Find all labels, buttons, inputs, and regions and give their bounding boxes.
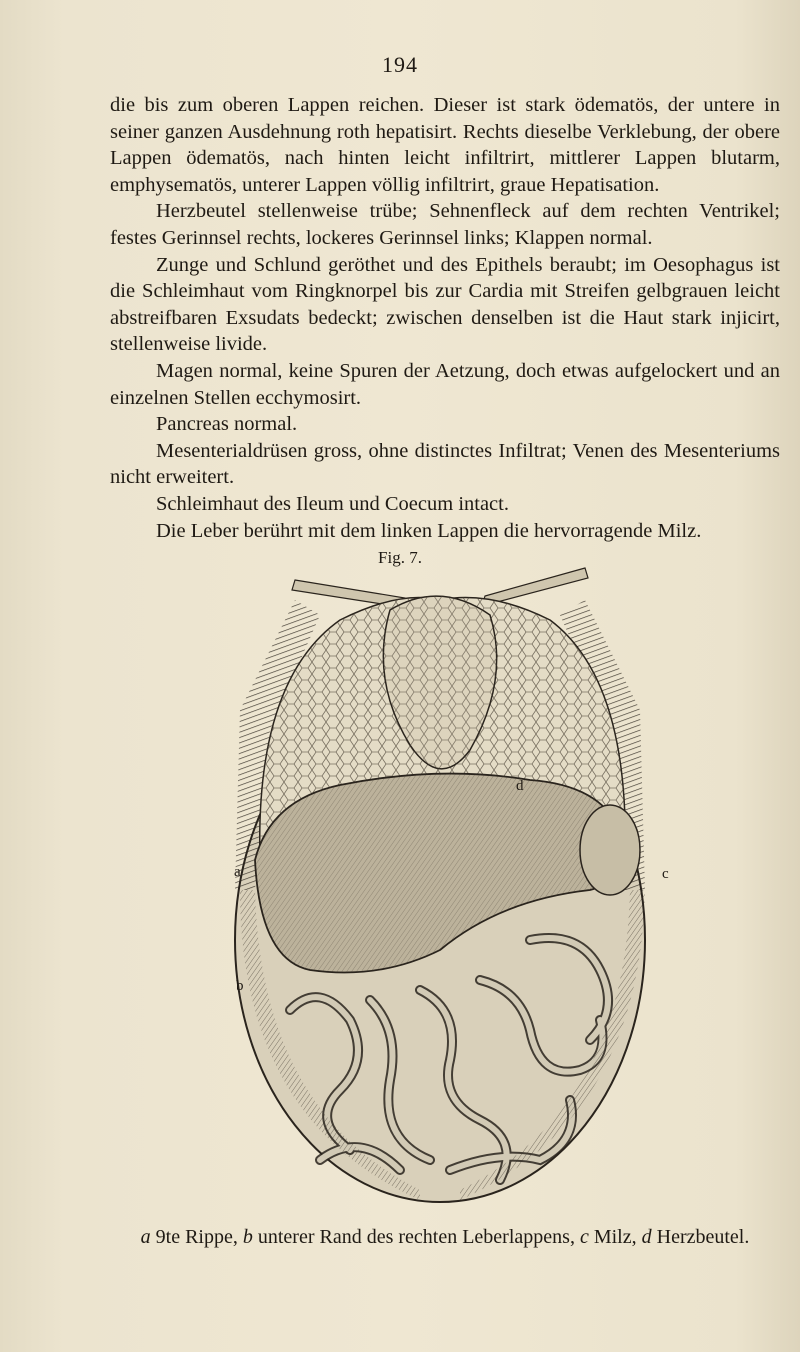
anatomical-illustration: [200, 560, 680, 1210]
paragraph-2: Herzbeutel stellenweise trübe; Sehnenfleck auf dem rechten Ventrikel; festes Gerinnsel rechts, lockeres Gerinnsel links; Klappen normal.: [110, 200, 780, 249]
figure-letter-c: c: [662, 866, 669, 882]
body-text: [110, 92, 780, 544]
paragraph-8: Die Leber berührt mit dem linken Lappen die hervorragende Milz.: [156, 519, 702, 542]
figure-label: Fig. 7.: [378, 548, 422, 567]
abdomen-engraving: [200, 560, 680, 1210]
paragraph-3: Zunge und Schlund geröthet und des Epithels beraubt; im Oesophagus ist die Schleimhaut vom Ringknorpel bis zur Cardia mit Streifen gelbgrauen leicht abstreifbaren Exsudats bedeckt; zwischen denselben ist die Haut stark injicirt, stellenweise livide.: [110, 253, 780, 356]
right-clavicle: [482, 568, 588, 606]
page-number: 194: [382, 52, 418, 77]
caption-key-c: c: [579, 1226, 589, 1248]
figure-letter-d: d: [516, 778, 524, 794]
figure-letter-a: a: [234, 864, 241, 880]
paragraph-7: Schleimhaut des Ileum und Coecum intact.: [156, 492, 509, 515]
caption-text-c: Milz,: [588, 1226, 642, 1248]
paragraph-4: Magen normal, keine Spuren der Aetzung, doch etwas aufgelockert und an einzelnen Stellen ecchymosirt.: [110, 359, 780, 409]
paragraph-5: Pancreas normal.: [156, 413, 298, 436]
caption-text-a: 9te Rippe,: [150, 1226, 243, 1248]
caption-key-a: a: [140, 1226, 151, 1248]
paragraph-6: Mesenterialdrüsen gross, ohne distinctes Infiltrat; Venen des Mesenteriums nicht erweitert.: [110, 439, 780, 489]
spleen: [580, 805, 640, 895]
figure-letter-b: b: [236, 978, 244, 994]
figure-caption: [105, 1226, 785, 1249]
caption-text-d: Herzbeutel.: [651, 1226, 750, 1248]
caption-key-d: d: [641, 1226, 652, 1248]
paragraph-1: die bis zum oberen Lappen reichen. Dieser ist stark ödematös, der untere in seiner ganzen Ausdehnung roth hepatisirt. Rechts dieselbe Verklebung, der obere Lappen ödematös, nach hinten leicht infiltrirt, mittlerer Lappen blutarm, emphysematös, unterer Lappen völlig infiltrirt, graue Hepatisation.: [110, 94, 780, 196]
caption-key-b: b: [242, 1226, 253, 1248]
caption-text-b: unterer Rand des rechten Leberlappens,: [252, 1226, 580, 1248]
